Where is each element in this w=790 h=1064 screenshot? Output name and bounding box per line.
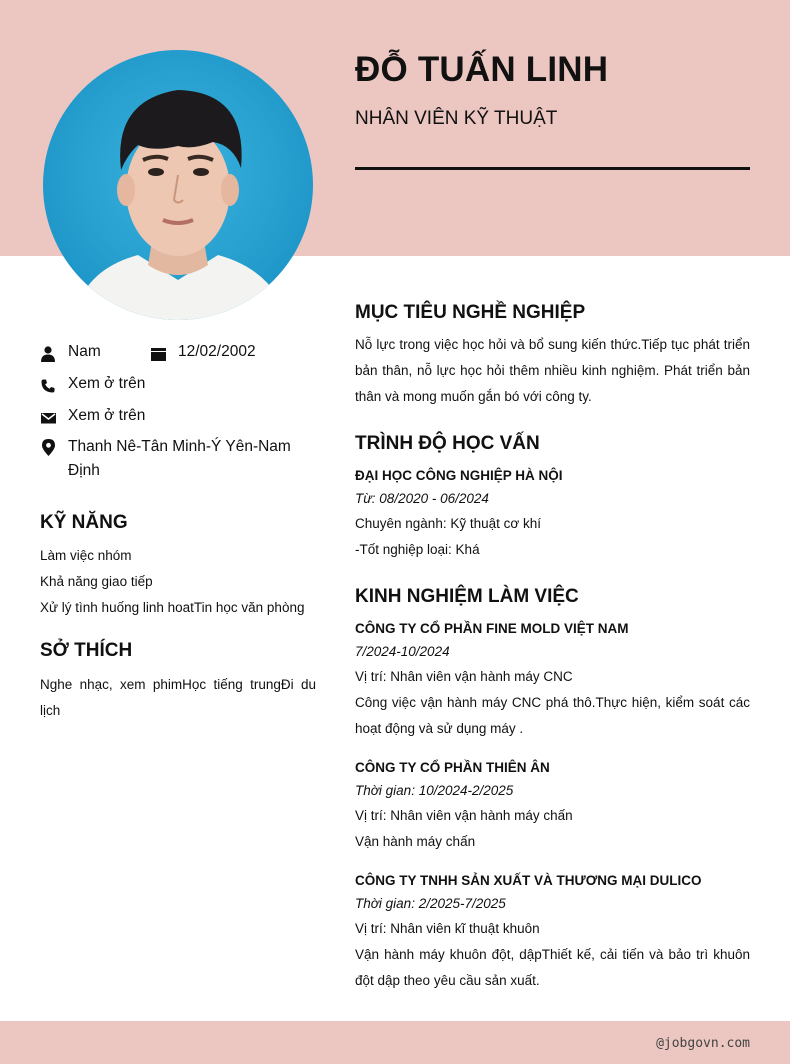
job-company: CÔNG TY CỔ PHẦN FINE MOLD VIỆT NAM <box>355 621 629 636</box>
job-company: CÔNG TY CỔ PHẦN THIÊN ÂN <box>355 760 550 775</box>
email-value: Xem ở trên <box>68 407 146 424</box>
skill-item: Khả năng giao tiếp <box>40 574 153 589</box>
skills-heading: KỸ NĂNG <box>40 512 128 533</box>
job-description: Vận hành máy chấn <box>355 834 476 849</box>
education-heading: TRÌNH ĐỘ HỌC VẤN <box>355 433 540 454</box>
school-name: ĐẠI HỌC CÔNG NGHIỆP HÀ NỘI <box>355 468 563 483</box>
calendar-icon <box>150 346 166 362</box>
contact-phone <box>40 375 145 394</box>
experience-heading: KINH NGHIỆM LÀM VIỆC <box>355 586 579 607</box>
candidate-name: ĐỖ TUẤN LINH <box>355 50 609 89</box>
skill-item: Làm việc nhóm <box>40 548 132 563</box>
contact-email <box>40 407 145 426</box>
education-period: Từ: 08/2020 - 06/2024 <box>355 491 489 506</box>
job-period: Thời gian: 10/2024-2/2025 <box>355 783 514 798</box>
gender-value: Nam <box>68 343 101 360</box>
objective-heading: MỤC TIÊU NGHỀ NGHIỆP <box>355 302 586 323</box>
job-position: Vị trí: Nhân viên vận hành máy CNC <box>355 669 573 684</box>
mail-icon <box>40 410 56 426</box>
hobbies-heading: SỞ THÍCH <box>40 640 133 661</box>
job-period: 7/2024-10/2024 <box>355 644 450 659</box>
job-company: CÔNG TY TNHH SẢN XUẤT VÀ THƯƠNG MẠI DULICO <box>355 873 702 888</box>
contact-address <box>40 435 316 483</box>
objective-text: Nỗ lực trong việc học hỏi và bổ sung kiến thức.Tiếp tục phát triển bản thân, nỗ lực học hỏi thêm nhiều kinh nghiệm. Phát triển bản thân và mong muốn gắn bó với công ty. <box>355 337 750 404</box>
address-value: Thanh Nê-Tân Minh-Ý Yên-Nam Định <box>68 438 291 479</box>
user-icon <box>40 346 56 362</box>
location-pin-icon <box>40 439 56 455</box>
job-description: Công việc vận hành máy CNC phá thô.Thực hiện, kiểm soát các hoạt động và sử dụng máy . <box>355 695 750 736</box>
education-major: Chuyên ngành: Kỹ thuật cơ khí <box>355 516 541 531</box>
contact-birthday <box>150 343 256 362</box>
contact-gender <box>40 343 101 362</box>
job-title: NHÂN VIÊN KỸ THUẬT <box>355 108 558 129</box>
job-position: Vị trí: Nhân viên kĩ thuật khuôn <box>355 921 540 936</box>
profile-photo <box>43 50 313 320</box>
name-divider <box>355 167 750 170</box>
birthday-value: 12/02/2002 <box>178 343 256 360</box>
phone-icon <box>40 378 56 394</box>
job-period: Thời gian: 2/2025-7/2025 <box>355 896 506 911</box>
footer-watermark: @jobgovn.com <box>656 1036 750 1051</box>
phone-value: Xem ở trên <box>68 375 146 392</box>
job-position: Vị trí: Nhân viên vận hành máy chấn <box>355 808 573 823</box>
skill-item: Xử lý tình huống linh hoatTin học văn phòng <box>40 600 305 615</box>
hobbies-text: Nghe nhạc, xem phimHọc tiếng trungĐi du lịch <box>40 677 316 718</box>
education-grade: -Tốt nghiệp loại: Khá <box>355 542 480 557</box>
job-description: Vận hành máy khuôn đột, dậpThiết kế, cải tiến và bảo trì khuôn đột dập theo yêu cầu sản xuất. <box>355 947 750 988</box>
